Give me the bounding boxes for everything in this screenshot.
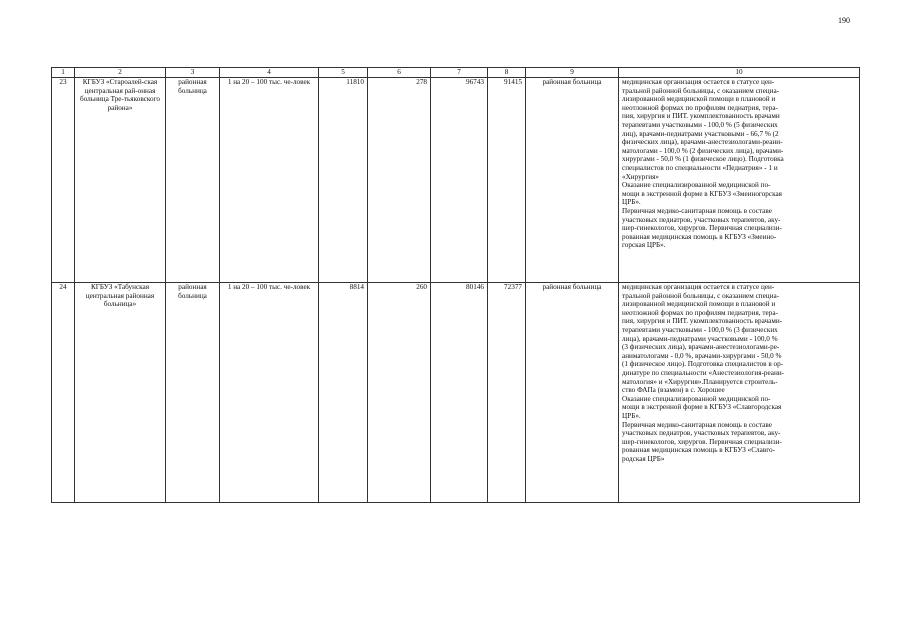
- description-line: лиц), врачами-педиатрами участковыми - 66,7 % (2: [622, 129, 779, 138]
- description-line: неотложной формах по профилям педиатрия, тера-: [622, 308, 778, 317]
- population-ratio: 1 на 20 – 100 тыс. че-ловек: [220, 283, 319, 503]
- hospital-type: районная больница: [166, 78, 220, 283]
- description-line: ЦРБ».: [622, 198, 641, 207]
- row-number: 23: [52, 78, 75, 283]
- description-line: физических лица), врачами-анестезиологами-реани-: [622, 138, 783, 147]
- description-line: тральной районной больницы, с оказанием специа-: [622, 291, 780, 300]
- description-line: лизированной медицинской помощи в плановой и: [622, 95, 776, 104]
- description-line: участковых педиатров, участковых терапевтов, аку-: [622, 215, 781, 224]
- data-table: [51, 67, 860, 503]
- description-line: родская ЦРБ»: [622, 454, 665, 463]
- description-line: лица), врачами-педиатрами участковыми - 100,0 %: [622, 334, 778, 343]
- cell-col5: 11810: [319, 78, 368, 283]
- hospital-type: районная больница: [166, 283, 220, 503]
- column-number: 9: [526, 68, 619, 78]
- description-line: мощи в экстренной форме в КГБУЗ «Славгородская: [622, 403, 782, 412]
- column-number: 10: [619, 68, 860, 78]
- column-number: 7: [431, 68, 488, 78]
- description-line: медицинская организация остается в статусе цен-: [622, 78, 775, 86]
- description-line: лизированной медицинской помощи в плановой и: [622, 300, 776, 309]
- column-number: 4: [220, 68, 319, 78]
- cell-col8: 91415: [488, 78, 526, 283]
- description-line: Оказание специализированной медицинской по-: [622, 181, 771, 190]
- description-line: Первичная медико-санитарная помощь в составе: [622, 420, 772, 429]
- column-number: 6: [368, 68, 431, 78]
- organization-name: КГБУЗ «Староалей-ская центральная рай-онная больница Тре-тьяковского района»: [75, 78, 166, 283]
- description-line: пия, хирургия и ПИТ. укомплектованность врачами: [622, 112, 780, 121]
- row-number: 24: [52, 283, 75, 503]
- description-line: хирургами - 50,0 % (1 физическое лицо). Подготовка: [622, 155, 784, 164]
- column-number: 8: [488, 68, 526, 78]
- description-line: Оказание специализированной медицинской по-: [622, 394, 771, 403]
- description-line: неотложной формах по профилям педиатрия, тера-: [622, 103, 778, 112]
- description-line: (1 физическое лицо). Подготовка специалистов в ор-: [622, 360, 784, 369]
- description-line: мощи в экстренной форме в КГБУЗ «Змеиногорская: [622, 189, 782, 198]
- cell-col7: 80146: [431, 283, 488, 503]
- description-line: матология» и «Хирургия».Планируется строитель-: [622, 377, 778, 386]
- description-line: аниматологами - 0,0 %, врачами-хирургами - 50,0 %: [622, 351, 782, 360]
- description-line: рованная медицинская помощь в КГБУЗ «Славго-: [622, 446, 775, 455]
- description-line: шер-гинекологов, хирургов. Первичная специализи-: [622, 437, 782, 446]
- description-line: терапевтами участковыми - 100,0 % (5 физических: [622, 120, 778, 129]
- column-number: 2: [75, 68, 166, 78]
- description-line: Первичная медико-санитарная помощь в составе: [622, 206, 772, 215]
- column-number: 1: [52, 68, 75, 78]
- organization-name: КГБУЗ «Табунская центральная районная больница»: [75, 283, 166, 503]
- description-line: «Хирургия»: [622, 172, 660, 181]
- description-line: горская ЦРБ».: [622, 241, 666, 250]
- future-status: районная больница: [526, 78, 619, 283]
- cell-col7: 96743: [431, 78, 488, 283]
- cell-col6: 278: [368, 78, 431, 283]
- description-line: (3 физических лица), врачами-анестезиологами-ре-: [622, 343, 780, 352]
- table-row: [52, 283, 860, 503]
- future-status: районная больница: [526, 283, 619, 503]
- column-number: 5: [319, 68, 368, 78]
- page-number: 190: [838, 16, 850, 25]
- column-number: 3: [166, 68, 220, 78]
- description-line: рованная медицинская помощь в КГБУЗ «Змеино-: [622, 232, 777, 241]
- description-cell: [619, 78, 860, 283]
- cell-col8: 72377: [488, 283, 526, 503]
- description-line: тральной районной больницы, с оказанием специа-: [622, 86, 780, 95]
- description-line: участковых педиатров, участковых терапевтов, аку-: [622, 429, 781, 438]
- table-row: [52, 78, 860, 283]
- population-ratio: 1 на 20 – 100 тыс. че-ловек: [220, 78, 319, 283]
- table-header-row: [52, 68, 860, 78]
- cell-col5: 8814: [319, 283, 368, 503]
- description-line: медицинская организация остается в статусе цен-: [622, 283, 775, 291]
- cell-col6: 260: [368, 283, 431, 503]
- description-line: специалистов по специальности «Педиатрия» - 1 и: [622, 163, 778, 172]
- description-cell: [619, 283, 860, 503]
- description-line: пия, хирургия и ПИТ. укомплектованность врачами-: [622, 317, 783, 326]
- description-line: шер-гинекологов, хирургов. Первичная специализи-: [622, 224, 782, 233]
- description-line: матологами - 100,0 % (2 физических лица), врачами-: [622, 146, 784, 155]
- description-line: динатуре по специальности «Анестезиология-реани-: [622, 368, 785, 377]
- description-line: терапевтами участковыми - 100,0 % (3 физических: [622, 325, 778, 334]
- description-line: ЦРБ».: [622, 411, 641, 420]
- description-line: ство ФАПа (взамен) в с. Хорошее: [622, 386, 725, 395]
